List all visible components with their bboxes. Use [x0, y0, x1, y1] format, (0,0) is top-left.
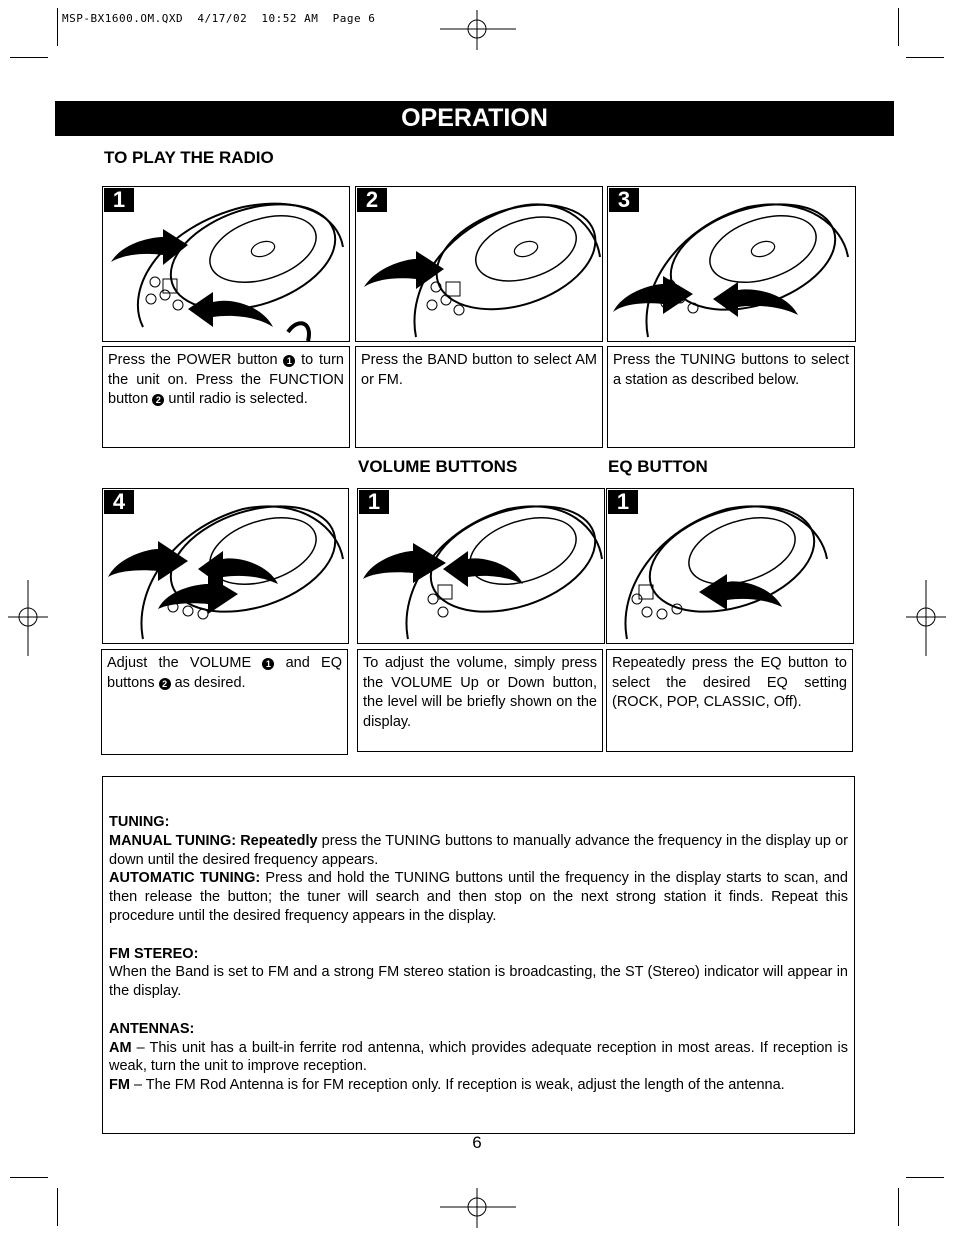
step-number: 2 [357, 188, 387, 212]
registration-mark-left [8, 580, 48, 656]
info-box [102, 776, 855, 1134]
step-text: until radio is selected. [164, 391, 308, 407]
section-title-eq: EQ BUTTON [608, 457, 708, 476]
manual-tuning-label: MANUAL TUNING: Repeatedly [109, 832, 318, 849]
step-text: to turn the unit on. Press the FUNCTION button [108, 352, 345, 407]
step-number: 4 [104, 490, 134, 514]
fm-stereo-text: When the Band is set to FM and a strong FM stereo station is broadcasting, the ST (Stereo) indicator will appear in the display. [109, 964, 848, 1000]
step-description-1 [102, 346, 350, 448]
callout-number: 1 [262, 658, 274, 670]
step-illustration-2 [355, 186, 603, 342]
crop-mark [906, 1177, 944, 1178]
am-text: – This unit has a built-in ferrite rod antenna, which provides adequate reception in most areas. If reception is weak, turn the unit to improve reception. [109, 1039, 848, 1075]
step-text: Adjust the VOLUME [107, 655, 263, 671]
page-number: 6 [472, 1133, 482, 1152]
crop-mark [898, 1188, 899, 1226]
crop-mark [906, 57, 944, 58]
boombox-illustration [358, 489, 604, 643]
fm-antenna-text: – The FM Rod Antenna is for FM reception only. If reception is weak, adjust the length of the antenna. [129, 1077, 785, 1094]
boombox-illustration [356, 187, 602, 341]
step-description-4 [101, 649, 348, 755]
step-number: 1 [104, 188, 134, 212]
registration-mark-right [906, 580, 946, 656]
step-number: 1 [359, 490, 389, 514]
crop-mark [57, 1188, 58, 1226]
crop-mark [898, 8, 899, 46]
manual-tuning-text: press the TUNING buttons to manually advance the frequency in the display up or down until the desired frequency appears. [109, 832, 848, 868]
eq-illustration [606, 488, 854, 644]
section-title-volume: VOLUME BUTTONS [358, 457, 518, 476]
auto-tuning-text: Press and hold the TUNING buttons until the frequency in the display starts to scan, and then release the button; the tuner will search and then stop on the next strong station it finds. Repeat this procedure until the desired frequency appears in the display. [109, 870, 848, 924]
file-slug: MSP-BX1600.OM.QXD 4/17/02 10:52 AM Page 6 [62, 12, 376, 25]
fm-stereo-heading: FM STEREO: [109, 945, 199, 962]
volume-illustration [357, 488, 605, 644]
step-illustration-1 [102, 186, 350, 342]
auto-tuning-label: AUTOMATIC TUNING: [109, 870, 261, 887]
antennas-heading: ANTENNAS: [109, 1020, 195, 1037]
crop-mark [10, 57, 48, 58]
volume-description: To adjust the volume, simply press the VOLUME Up or Down button, the level will be briefly shown on the display. [357, 649, 603, 752]
registration-mark-top [440, 10, 516, 50]
callout-number: 1 [283, 355, 295, 367]
section-title-radio: TO PLAY THE RADIO [104, 148, 274, 167]
step-description-3: Press the TUNING buttons to select a station as described below. [607, 346, 855, 448]
callout-number: 2 [152, 394, 164, 406]
registration-mark-bottom [440, 1188, 516, 1228]
step-number: 3 [609, 188, 639, 212]
eq-description: Repeatedly press the EQ button to select the desired EQ setting (ROCK, POP, CLASSIC, Off). [606, 649, 853, 752]
boombox-illustration [103, 187, 349, 341]
page-title: OPERATION [55, 101, 894, 136]
step-number: 1 [608, 490, 638, 514]
step-description-2: Press the BAND button to select AM or FM. [355, 346, 603, 448]
tuning-heading: TUNING: [109, 814, 170, 830]
boombox-illustration [103, 489, 348, 643]
step-text: Press the POWER button [108, 352, 284, 368]
crop-mark [10, 1177, 48, 1178]
step-text: and EQ buttons [107, 655, 342, 691]
fm-antenna-label: FM [109, 1077, 130, 1094]
step-text: as desired. [170, 674, 246, 691]
boombox-illustration [608, 187, 855, 341]
boombox-illustration [607, 489, 853, 643]
callout-number: 2 [159, 678, 171, 690]
step-illustration-4 [102, 488, 349, 644]
step-illustration-3 [607, 186, 856, 342]
am-label: AM [109, 1039, 132, 1056]
crop-mark [57, 8, 58, 46]
